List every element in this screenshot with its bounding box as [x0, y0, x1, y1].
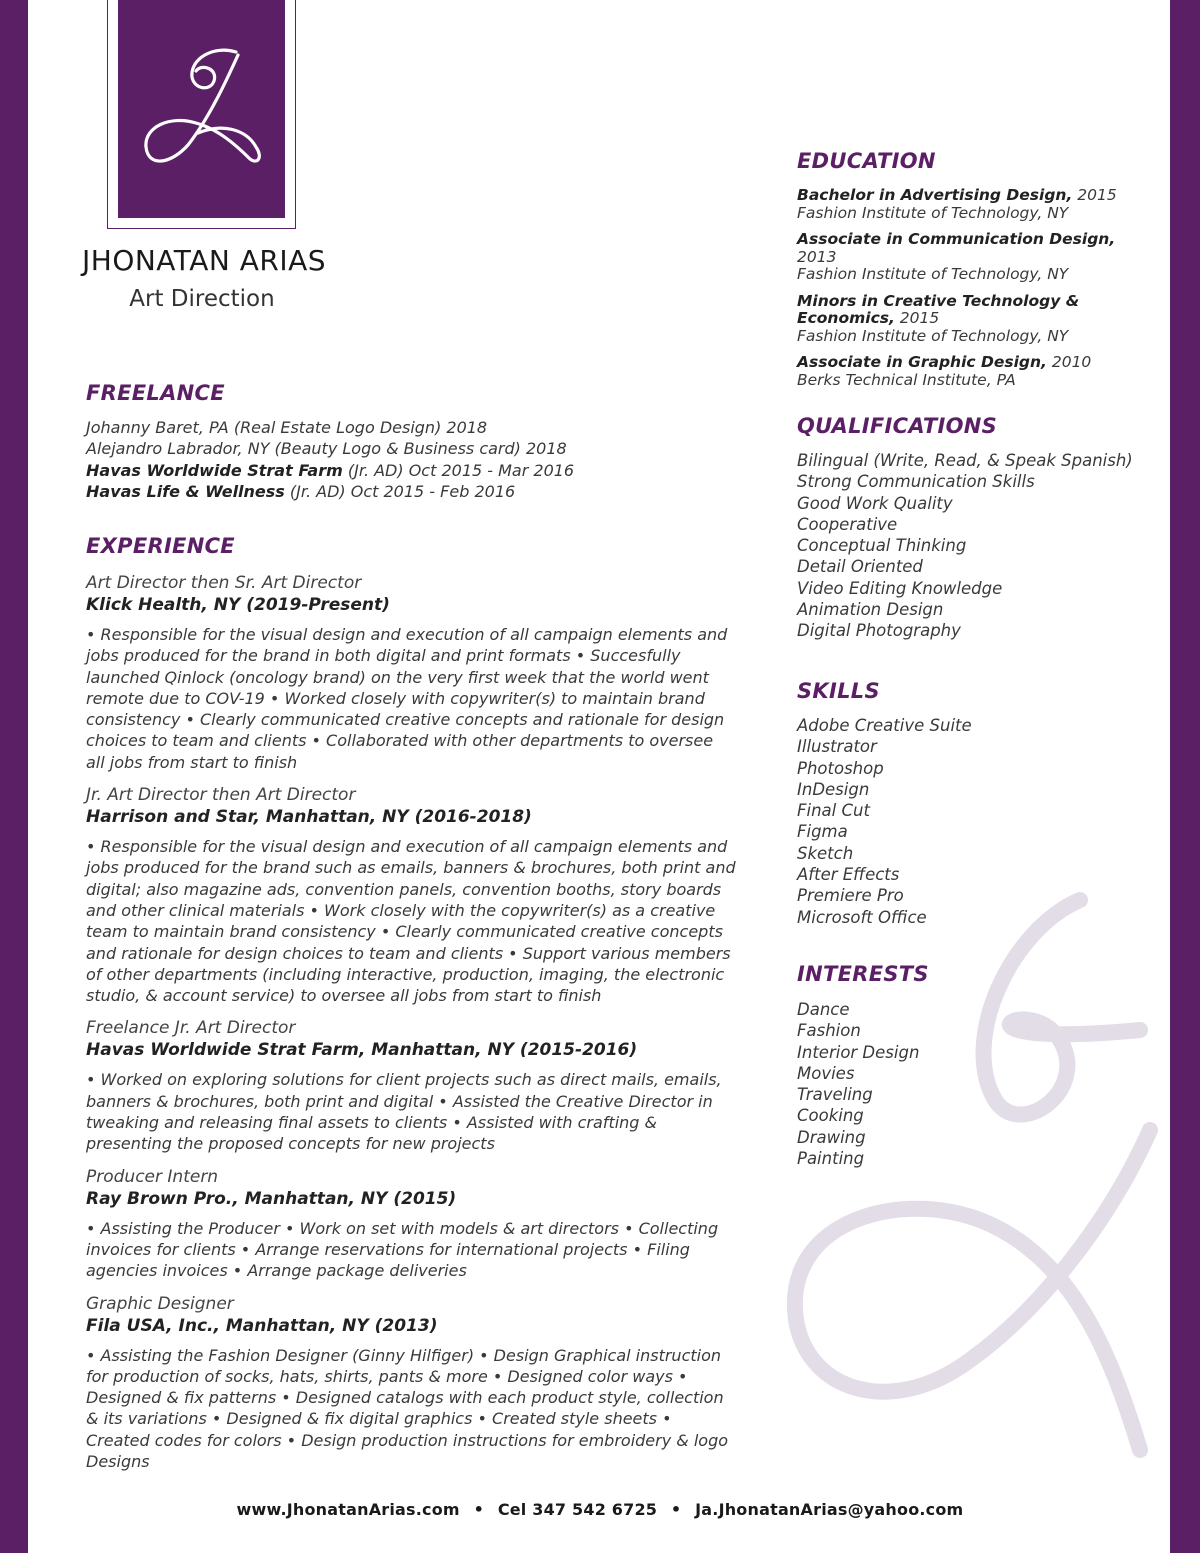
- job-title: Jr. Art Director then Art Director: [86, 785, 356, 806]
- job-entry: [86, 1166, 736, 1282]
- list-item: Cooking: [797, 1106, 864, 1126]
- list-item: Sketch: [797, 843, 854, 863]
- logo-monogram: [118, 0, 285, 218]
- list-item: InDesign: [797, 779, 870, 799]
- freelance-heading: FREELANCE: [86, 381, 225, 405]
- list-item: Conceptual Thinking: [797, 536, 967, 556]
- freelance-item: Havas Worldwide Strat Farm (Jr. AD) Oct 2015 - Mar 2016: [86, 460, 575, 480]
- list-item: Strong Communication Skills: [797, 472, 1035, 492]
- education-item: Minors in Creative Technology & Economics, 2015 Fashion Institute of Technology, NY: [797, 293, 1087, 346]
- list-item: Painting: [797, 1149, 865, 1169]
- job-description: • Worked on exploring solutions for client projects such as direct mails, emails, banners & brochures, both print and digital • Assisted the Creative Director in tweaking and releasing final assets to clients • Assisted with crafting & presenting the proposed concepts for new projects: [86, 1070, 722, 1154]
- job-title: Freelance Jr. Art Director: [86, 1018, 296, 1039]
- phone-number: Cel 347 542 6725: [497, 1500, 658, 1519]
- list-item: Interior Design: [797, 1042, 920, 1062]
- logo-frame: [107, 0, 296, 229]
- list-item: Final Cut: [797, 801, 870, 821]
- list-item: Fashion: [797, 1021, 861, 1041]
- job-entry: [86, 1293, 736, 1473]
- skills-list: [797, 715, 1157, 928]
- job-company: Klick Health, NY (2019-Present): [86, 595, 390, 615]
- job-description: • Assisting the Producer • Work on set with models & art directors • Collecting invoices for clients • Arrange reservations for international projects • Filing agencies invoices • Arrange package deliveries: [86, 1218, 719, 1281]
- degree: Associate in Graphic Design,: [797, 353, 1047, 371]
- email-link[interactable]: Ja.JhonatanArias@yahoo.com: [695, 1500, 964, 1519]
- job-company: Harrison and Star, Manhattan, NY (2016-2018): [86, 807, 532, 828]
- contact-footer: [0, 1500, 1200, 1519]
- website-link[interactable]: www.JhonatanArias.com: [236, 1500, 460, 1519]
- job-entry: [86, 784, 736, 1006]
- job-description: • Assisting the Fashion Designer (Ginny Hilfiger) • Design Graphical instruction for production of socks, hats, shirts, pants & more • Designed color ways • Designed & fix patterns • Designed catalogs with each product style, collection & its variations • Designed & fix digital graphics • Created style sheets • Created codes for colors • Design production instructions for embroidery & logo Designs: [86, 1345, 729, 1472]
- qualifications-heading: QUALIFICATIONS: [797, 414, 998, 438]
- degree: Minors in Creative Technology & Economics,: [797, 291, 1080, 327]
- job-title: Graphic Designer: [86, 1293, 234, 1314]
- freelance-item: Johanny Baret, PA (Real Estate Logo Design) 2018: [86, 418, 488, 437]
- list-item: Cooperative: [797, 514, 898, 534]
- list-item: Bilingual (Write, Read, & Speak Spanish): [797, 451, 1133, 470]
- list-item: Traveling: [797, 1085, 873, 1105]
- ja-monogram-icon: [118, 0, 285, 218]
- footer-separator: •: [473, 1500, 485, 1519]
- list-item: Animation Design: [797, 600, 944, 620]
- school: Berks Technical Institute, PA: [797, 370, 1016, 389]
- job-entry: [86, 1017, 736, 1154]
- education-item: Associate in Graphic Design, 2010 Berks Technical Institute, PA: [797, 354, 1157, 389]
- list-item: Drawing: [797, 1127, 866, 1147]
- list-item: Good Work Quality: [797, 493, 953, 513]
- list-item: Movies: [797, 1063, 855, 1083]
- person-name: JHONATAN ARIAS: [82, 244, 327, 277]
- job-title: Producer Intern: [86, 1166, 219, 1187]
- job-company: Havas Worldwide Strat Farm, Manhattan, NY (2015-2016): [86, 1040, 638, 1061]
- list-item: Photoshop: [797, 758, 884, 778]
- education-list: [797, 187, 1157, 398]
- job-description: • Responsible for the visual design and execution of all campaign elements and jobs produced for the brand such as emails, banners & brochures, both print and digital; also magazine ads, convention panels, convention booths, story boards and other clinical materials • Work closely with the copywriter(s) as a creative team to maintain brand consistency • Clearly communicated creative concepts and rationale for design choices to team and clients • Support various members of other departments (including interactive, production, imaging, the electronic studio, & account service) to oversee all jobs from start to finish: [86, 837, 736, 1006]
- interests-list: [797, 999, 1157, 1169]
- experience-list: [86, 572, 736, 1483]
- job-entry: [86, 572, 736, 773]
- school: Fashion Institute of Technology, NY: [797, 203, 1069, 222]
- job-company: Fila USA, Inc., Manhattan, NY (2013): [86, 1315, 438, 1336]
- freelance-item: Havas Life & Wellness (Jr. AD) Oct 2015 - Feb 2016: [86, 481, 516, 501]
- list-item: Digital Photography: [797, 621, 961, 641]
- list-item: Figma: [797, 822, 848, 842]
- education-heading: EDUCATION: [797, 149, 936, 173]
- list-item: Premiere Pro: [797, 886, 904, 906]
- list-item: Detail Oriented: [797, 557, 923, 577]
- watermark-monogram-icon: [780, 890, 1170, 1530]
- job-title: Art Director then Sr. Art Director: [86, 573, 362, 593]
- right-accent-bar: [1170, 0, 1200, 1553]
- left-accent-bar: [0, 0, 28, 1553]
- degree: Associate in Communication Design,: [797, 230, 1116, 248]
- list-item: After Effects: [797, 865, 900, 885]
- skills-heading: SKILLS: [797, 679, 880, 703]
- experience-heading: EXPERIENCE: [86, 534, 235, 558]
- person-role: Art Direction: [129, 286, 275, 312]
- list-item: Illustrator: [797, 737, 877, 757]
- freelance-item: Alejandro Labrador, NY (Beauty Logo & Business card) 2018: [86, 439, 567, 459]
- freelance-list: [86, 417, 736, 502]
- degree: Bachelor in Advertising Design,: [797, 186, 1073, 204]
- interests-heading: INTERESTS: [797, 962, 929, 986]
- list-item: Adobe Creative Suite: [797, 716, 972, 735]
- school: Fashion Institute of Technology, NY: [797, 265, 1069, 283]
- footer-separator: •: [670, 1500, 682, 1519]
- list-item: Microsoft Office: [797, 907, 927, 927]
- list-item: Dance: [797, 1000, 850, 1019]
- school: Fashion Institute of Technology, NY: [797, 326, 1069, 345]
- job-description: • Responsible for the visual design and execution of all campaign elements and jobs produced for the brand in both digital and print formats • Succesfully launched Qinlock (oncology brand) on the very first week that the world went remote due to COV-19 • Worked closely with copywriter(s) to maintain brand consistency • Clearly communicated creative concepts and rationale for design choices to team and clients • Collaborated with other departments to oversee all jobs from start to finish: [86, 625, 728, 772]
- job-company: Ray Brown Pro., Manhattan, NY (2015): [86, 1188, 457, 1209]
- list-item: Video Editing Knowledge: [797, 578, 1003, 598]
- education-item: Associate in Communication Design, 2013 Fashion Institute of Technology, NY: [797, 231, 1157, 284]
- education-item: Bachelor in Advertising Design, 2015 Fashion Institute of Technology, NY: [797, 187, 1157, 222]
- qualifications-list: [797, 450, 1157, 642]
